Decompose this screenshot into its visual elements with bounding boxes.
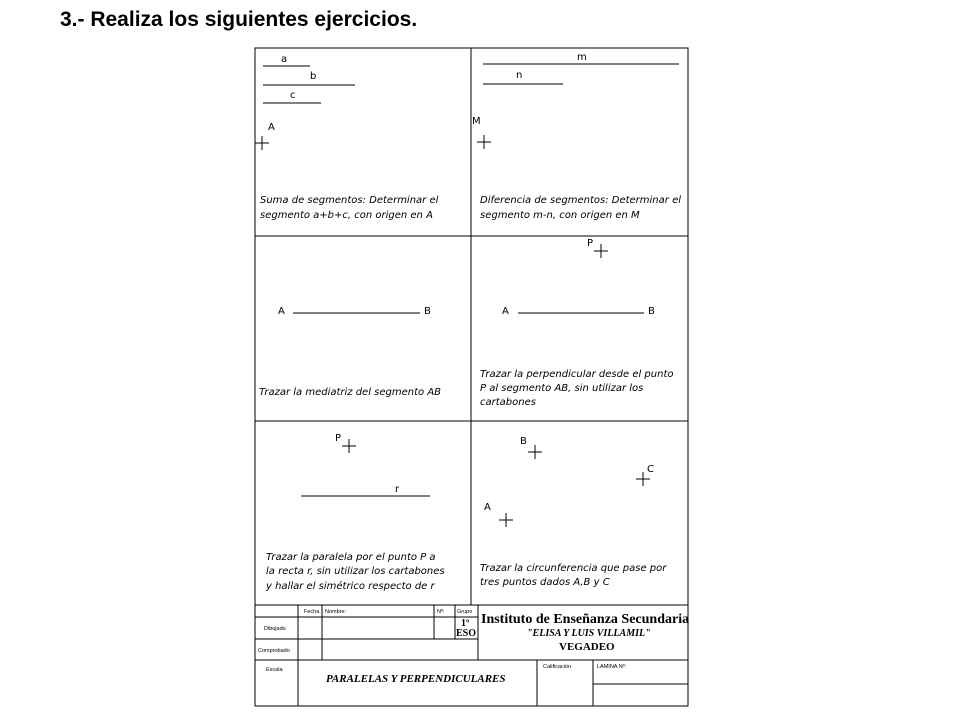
point-label-a: A <box>484 502 491 513</box>
lamina-numero-label: LAMINA Nº: <box>597 664 627 670</box>
segment-label-n: n <box>516 70 523 81</box>
panel4-caption-line1: Trazar la perpendicular desde el punto <box>480 369 674 380</box>
panel5-caption-line2: la recta r, sin utilizar los cartabones <box>266 566 445 577</box>
panel6-caption-line1: Trazar la circunferencia que pase por <box>480 563 667 574</box>
cross-mark-m <box>477 135 491 149</box>
segment-label-a: a <box>281 54 288 65</box>
point-label-p: P <box>587 238 594 249</box>
lamina-title: PARALELAS Y PERPENDICULARES <box>326 673 506 685</box>
panel-paralela <box>265 433 445 592</box>
panel-perpendicular <box>480 238 674 408</box>
panel-circunferencia <box>480 436 667 588</box>
grupo-label: Grupo <box>457 609 473 615</box>
point-label-b: B <box>648 306 655 317</box>
panel-diferencia-segmentos <box>472 52 681 221</box>
point-label-a: A <box>502 306 509 317</box>
panel1-caption-line1: Suma de segmentos: Determinar el <box>260 195 439 206</box>
panel4-caption-line2: P al segmento AB, sin utilizar los <box>480 383 644 394</box>
panel4-caption-line3: cartabones <box>480 397 536 408</box>
point-label-c: C <box>647 464 654 475</box>
point-label-a: A <box>268 122 275 133</box>
numero-label: Nº: <box>437 609 445 615</box>
localidad-name: VEGADEO <box>559 641 615 653</box>
panel2-caption-line2: segmento m-n, con origen en M <box>480 210 640 221</box>
panel6-caption-line2: tres puntos dados A,B y C <box>480 577 610 588</box>
cross-mark-p <box>342 439 356 453</box>
curso-value: 1º <box>461 618 470 629</box>
line-label-r: r <box>395 484 400 495</box>
cross-mark-p <box>594 244 608 258</box>
panel3-caption-line1: Trazar la mediatriz del segmento AB <box>259 387 442 398</box>
comprobado-label: Comprobado <box>258 648 290 654</box>
panel2-caption-line1: Diferencia de segmentos: Determinar el <box>480 195 681 206</box>
segment-label-b: b <box>310 71 317 82</box>
point-label-m: M <box>472 116 481 127</box>
panel-mediatriz <box>259 306 441 398</box>
title-block-text <box>258 608 689 685</box>
escala-label: Escala <box>266 667 283 673</box>
point-label-a: A <box>278 306 285 317</box>
cross-mark-a <box>255 136 269 150</box>
segment-label-c: c <box>290 90 296 101</box>
panel5-caption-line3: y hallar el simétrico respecto de r <box>266 581 435 592</box>
nombre-label: Nombre: <box>325 609 347 615</box>
etapa-value: ESO <box>456 628 477 639</box>
point-label-b: B <box>520 436 527 447</box>
point-label-b: B <box>424 306 431 317</box>
calificacion-label: Calificación <box>543 664 572 670</box>
segment-label-m: m <box>577 52 587 63</box>
panel-suma-segmentos <box>255 54 439 221</box>
point-label-p: P <box>335 433 342 444</box>
panel1-caption-line2: segmento a+b+c, con origen en A <box>260 210 433 221</box>
fecha-label: Fecha <box>304 609 320 615</box>
instituto-name: Instituto de Enseñanza Secundaria <box>481 612 690 627</box>
centro-name: "ELISA Y LUIS VILLAMIL" <box>527 628 651 639</box>
cross-mark-b <box>528 445 542 459</box>
dibujado-label: Dibujado <box>264 626 286 632</box>
panel5-caption-line1: Trazar la paralela por el punto P a <box>266 552 436 563</box>
page-heading: 3.- Realiza los siguientes ejercicios. <box>60 8 418 31</box>
cross-mark-a <box>499 513 513 527</box>
